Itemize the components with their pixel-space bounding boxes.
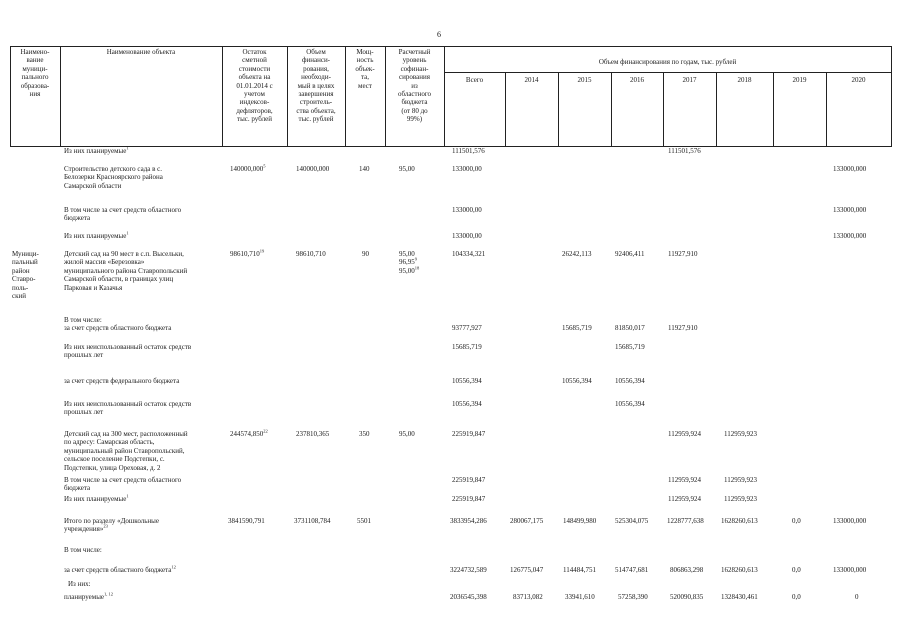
header-year-2019: 2019 (792, 76, 807, 84)
row-2-level: 95,00 (399, 165, 415, 173)
row-13-capacity: 5501 (357, 517, 371, 525)
row-15-name: за счет средств областного бюджета$^{12}$ (64, 564, 176, 574)
row-17-name: планируемые$^{1, 12}$ (64, 591, 114, 601)
row-10-funding-volume: 237810,365 (296, 430, 330, 438)
header-cofinancing-level: Расчетный уровень софинан- сирования из областного бюджета (от 80 до 99%) (397, 48, 432, 124)
header-year-2017: 2017 (682, 76, 697, 84)
row-1-name: Из них планируемые$^1$ (64, 145, 129, 155)
row-5-level: 95,00 96,95$^9$ 95,00$^{18}$ (399, 250, 420, 275)
row-13-name: Итого по разделу «Дошкольные учреждения»$^{23}$ (64, 517, 159, 534)
row-12-total: 225919,847 (452, 495, 486, 503)
row-10-capacity: 350 (359, 430, 370, 438)
col-line-1 (60, 46, 61, 146)
row-2-2020: 133000,000 (833, 165, 867, 173)
row-11-total: 225919,847 (452, 476, 486, 484)
row-11-name: В том числе за счет средств областного бюджета (64, 476, 182, 493)
row-5-total: 104334,321 (452, 250, 486, 258)
row-6-name: В том числе: за счет средств областного бюджета (64, 316, 172, 333)
row-17-total: 2036545,398 (450, 593, 487, 601)
row-2-funding-volume: 140000,000 (296, 165, 330, 173)
row-9-2016: 10556,394 (615, 400, 645, 408)
row-13-remaining-cost: 3841590,791 (228, 517, 265, 525)
row-7-2016: 15685,719 (615, 343, 645, 351)
municipality-name: Муници- пальный район Ставро- поль- ский (12, 250, 39, 301)
row-13-2020: 133000,000 (833, 517, 867, 525)
row-8-2016: 10556,394 (615, 377, 645, 385)
row-15-2020: 133000,000 (833, 566, 867, 574)
row-9-name: Из них неиспользованный остаток средств прошлых лет (64, 400, 192, 417)
row-6-2017: 11927,910 (668, 324, 698, 332)
row-6-2016: 81850,017 (615, 324, 645, 332)
row-17-2019: 0,0 (792, 593, 801, 601)
row-17-2017: 520090,835 (670, 593, 704, 601)
header-funding-volume: Объем финанси- рования, необходи- мый в целях завершения строитель- ства объекта, тыс. рублей (296, 48, 336, 124)
row-13-2018: 1628260,613 (721, 517, 758, 525)
header-funding-by-year: Объем финансирования по годам, тыс. рублей (598, 58, 737, 66)
row-1-2017: 111501,576 (668, 147, 701, 155)
row-5-2015: 26242,113 (562, 250, 592, 258)
row-5-name: Детский сад на 90 мест в с.п. Высельки, жилой массив «Березовка» муниципального района Ставропольский Самарской области, в границах улиц Парковая и Казачья (64, 250, 188, 292)
header-bottom-border (10, 146, 892, 147)
row-15-2015: 114484,751 (563, 566, 596, 574)
row-15-2019: 0,0 (792, 566, 801, 574)
row-14-name: В том числе: (64, 546, 102, 554)
row-8-name: за счет средств федерального бюджета (64, 377, 180, 385)
row-15-2017: 806863,298 (670, 566, 704, 574)
row-12-name: Из них планируемые$^1$ (64, 493, 129, 503)
row-16-name: Из них: (68, 580, 91, 588)
row-2-total: 133000,00 (452, 165, 482, 173)
row-13-2019: 0,0 (792, 517, 801, 525)
funding-subheader-line (444, 72, 892, 73)
row-17-2015: 33941,610 (565, 593, 595, 601)
row-4-total: 133000,00 (452, 232, 482, 240)
row-13-funding-volume: 3731108,784 (294, 517, 331, 525)
row-7-total: 15685,719 (452, 343, 482, 351)
row-13-total: 3833954,286 (450, 517, 487, 525)
row-9-total: 10556,394 (452, 400, 482, 408)
row-3-name: В том числе за счет средств областного бюджета (64, 206, 182, 223)
row-13-2015: 148499,980 (563, 517, 597, 525)
row-17-2014: 83713,082 (513, 593, 543, 601)
row-5-2017: 11927,910 (668, 250, 698, 258)
row-6-2015: 15685,719 (562, 324, 592, 332)
row-10-2017: 112959,924 (668, 430, 701, 438)
header-capacity: Мощ- ность объек- та, мест (355, 48, 375, 90)
row-7-name: Из них неиспользованный остаток средств прошлых лет (64, 343, 192, 360)
row-10-2018: 112959,923 (724, 430, 757, 438)
header-year-2016: 2016 (630, 76, 644, 84)
header-year-2014: 2014 (524, 76, 539, 84)
row-17-2020: 0 (855, 593, 859, 601)
row-5-capacity: 90 (362, 250, 369, 258)
row-2-capacity: 140 (359, 165, 370, 173)
row-17-2016: 57258,390 (618, 593, 648, 601)
header-remaining-cost: Остаток сметной стоимости объекта на 01.01.2014 с учетом индексов- дефляторов, тыс. рублей (236, 48, 273, 124)
row-4-2020: 133000,000 (833, 232, 867, 240)
row-13-2017: 1228777,638 (667, 517, 704, 525)
row-15-2016: 514747,681 (615, 566, 649, 574)
row-10-total: 225919,847 (452, 430, 486, 438)
col-line-14 (891, 46, 892, 146)
row-15-2014: 126775,047 (510, 566, 544, 574)
row-4-name: Из них планируемые$^1$ (64, 230, 129, 240)
row-5-funding-volume: 98610,710 (296, 250, 326, 258)
row-11-2018: 112959,923 (724, 476, 757, 484)
header-object-name: Наименование объекта (106, 48, 176, 56)
row-10-name: Детский сад на 300 мест, расположенный по адресу: Самарская область, муниципальный район Ставропольский, сельское поселение Подстепки, с. Подстепки, улица Ореховая, д. 2 (64, 430, 188, 472)
row-1-total: 111501,576 (452, 147, 485, 155)
row-15-2018: 1628260,613 (721, 566, 758, 574)
header-year-2015: 2015 (577, 76, 592, 84)
row-12-2017: 112959,924 (668, 495, 701, 503)
row-15-total: 3224732,589 (450, 566, 487, 574)
page-number: 6 (437, 30, 441, 39)
row-8-total: 10556,394 (452, 377, 482, 385)
header-year-2020: 2020 (851, 76, 866, 84)
header-year-2018: 2018 (737, 76, 752, 84)
header-municipality: Наимено- вание муници- пального образова- ния (20, 48, 50, 99)
row-3-2020: 133000,000 (833, 206, 867, 214)
row-13-2014: 280067,175 (510, 517, 544, 525)
header-year-total: Всего (465, 76, 484, 84)
table-top-border (10, 46, 892, 47)
row-8-2015: 10556,394 (562, 377, 592, 385)
row-2-name: Строительство детского сада в с. Белозерки Красноярского района Самарской области (64, 165, 163, 190)
row-5-2016: 92406,411 (615, 250, 645, 258)
row-13-2016: 525304,075 (615, 517, 649, 525)
row-17-2018: 1328430,461 (721, 593, 758, 601)
row-5-remaining-cost: 98610,710$^{19}$ (230, 248, 265, 258)
row-3-total: 133000,00 (452, 206, 482, 214)
row-11-2017: 112959,924 (668, 476, 701, 484)
row-12-2018: 112959,923 (724, 495, 757, 503)
row-2-remaining-cost: 140000,000$^5$ (230, 163, 266, 173)
row-10-remaining-cost: 244574,850$^{22}$ (230, 428, 268, 438)
row-6-total: 93777,927 (452, 324, 482, 332)
row-10-level: 95,00 (399, 430, 415, 438)
